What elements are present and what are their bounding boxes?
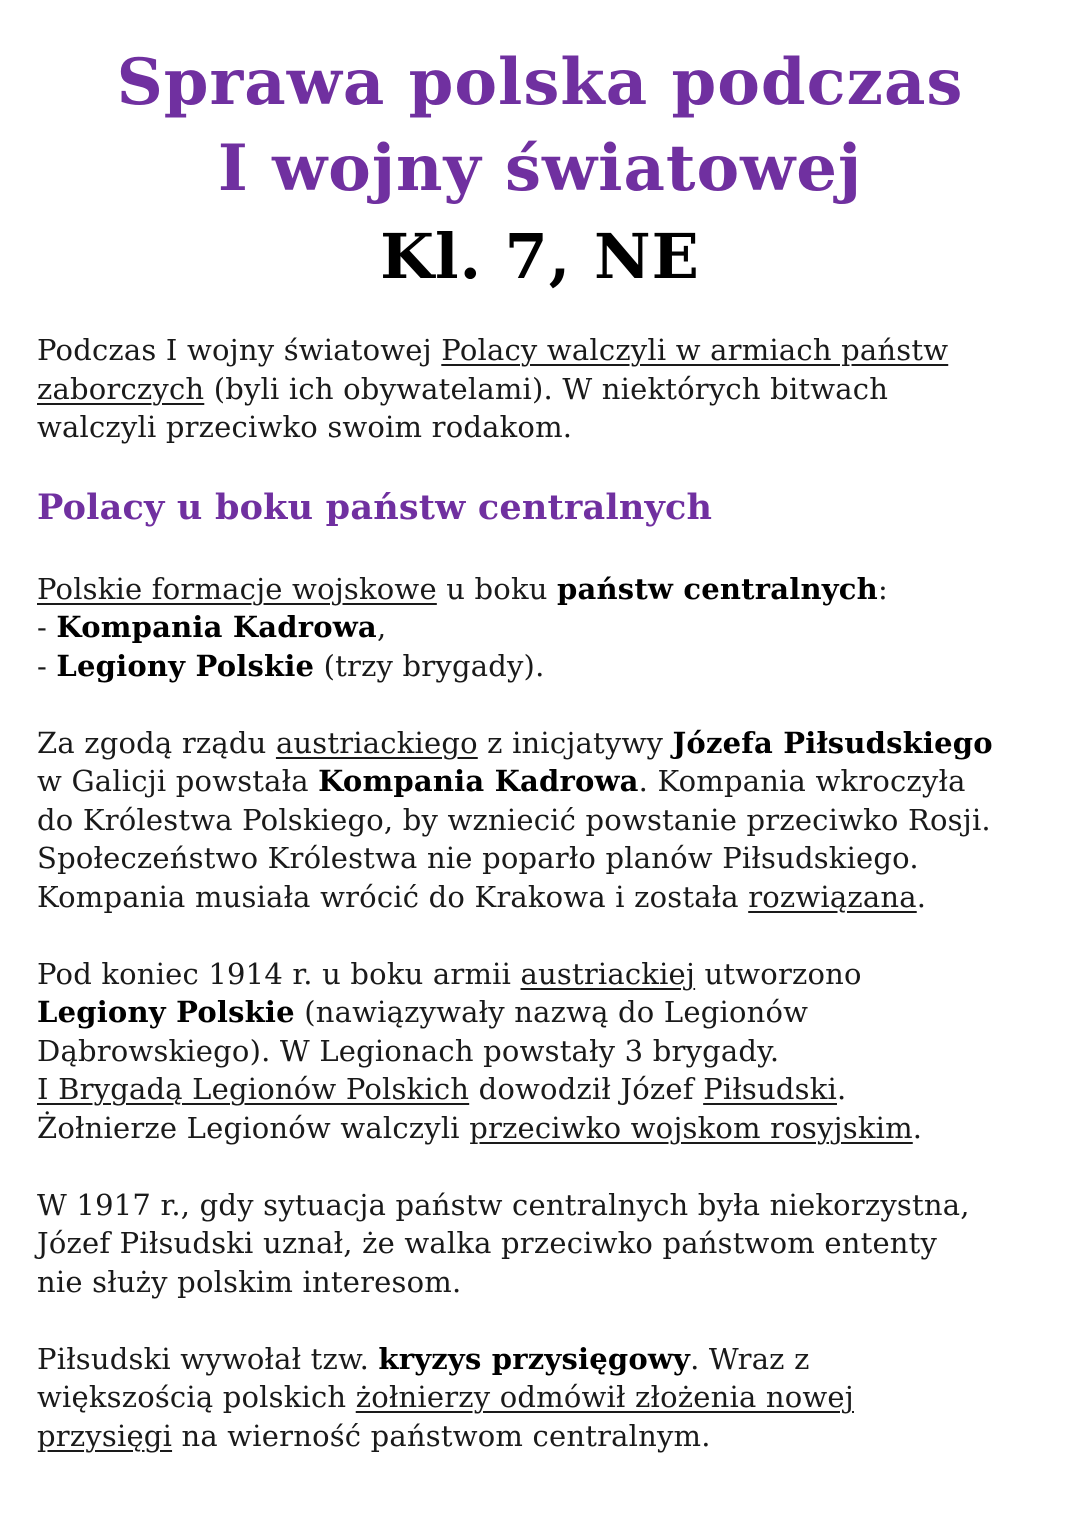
legiony-text-2: utworzono — [695, 956, 862, 991]
legiony-text-3: (nawiązywały nazwą do Legionów — [294, 995, 809, 1029]
kryzys-text-1: Piłsudski wywołał tzw. — [37, 1341, 379, 1376]
legiony-bold-1: Legiony Polskie — [37, 995, 295, 1029]
year1917-text-2: Józef Piłsudski uznał, że walka przeciwko państwom ententy — [37, 1226, 938, 1260]
legiony-paragraph — [37, 955, 1057, 1148]
title-block — [0, 40, 1080, 302]
formations-bold: państw centralnych — [557, 571, 878, 606]
formations-text-1: u boku — [436, 571, 558, 606]
kryzys-paragraph — [37, 1340, 1057, 1456]
legiony-underlined-4: przeciwko wojskom rosyjskim — [469, 1110, 913, 1145]
kryzys-text-2: . Wraz z — [690, 1341, 810, 1376]
kryzys-text-3: większością polskich — [37, 1380, 356, 1414]
list-item-2-suffix: (trzy brygady). — [314, 648, 545, 683]
year1917-text-3: nie służy polskim interesom. — [37, 1264, 462, 1299]
kadrowa-underlined-1: austriackiego — [275, 725, 478, 760]
year1917-paragraph — [37, 1186, 1057, 1302]
kryzys-underlined-2: przysięgi — [37, 1418, 173, 1453]
kryzys-text-4: na wierność państwom centralnym. — [172, 1418, 711, 1453]
list-dash-1: - — [37, 610, 57, 644]
title-line-1: Sprawa polska podczas — [116, 45, 964, 120]
legiony-underlined-2: I Brygadą Legionów Polskich — [37, 1072, 470, 1106]
kadrowa-bold-1: Józefa Piłsudskiego — [672, 725, 993, 760]
kadrowa-underlined-2: rozwiązana — [748, 879, 917, 914]
formations-underlined: Polskie formacje wojskowe — [37, 571, 437, 606]
document-body — [37, 331, 1057, 1455]
legiony-text-4: Dąbrowskiego). W Legionach powstały 3 brygady. — [37, 1033, 780, 1068]
legiony-text-5: dowodził Józef — [469, 1072, 704, 1106]
legiony-text-8: . — [912, 1110, 923, 1145]
kadrowa-text-7: Kompania musiała wrócić do Krakowa i została — [37, 879, 749, 914]
legiony-underlined-3: Piłsudski — [703, 1072, 837, 1106]
year1917-text-1: W 1917 r., gdy sytuacja państw centralnych była niekorzystna, — [37, 1187, 970, 1222]
kadrowa-paragraph — [37, 724, 1057, 917]
kadrowa-text-6: Społeczeństwo Królestwa nie poparło planów Piłsudskiego. — [37, 841, 919, 875]
legiony-text-1: Pod koniec 1914 r. u boku armii — [37, 956, 521, 991]
formations-paragraph — [37, 570, 1057, 686]
kadrowa-text-1: Za zgodą rządu — [37, 725, 276, 760]
intro-text-2: (byli ich obywatelami). W niektórych bitwach — [204, 371, 889, 406]
list-item-legiony: Legiony Polskie — [56, 648, 315, 683]
legiony-underlined-1: austriackiej — [520, 956, 696, 991]
intro-paragraph — [37, 331, 1057, 447]
kryzys-bold: kryzys przysięgowy — [378, 1341, 691, 1376]
legiony-text-7: Żołnierze Legionów walczyli — [37, 1110, 470, 1145]
kadrowa-text-3: w Galicji powstała — [37, 764, 319, 798]
formations-text-2: : — [877, 571, 888, 606]
kadrowa-text-2: z inicjatywy — [477, 725, 673, 760]
list-item-1-suffix: , — [376, 610, 387, 644]
list-dash-2: - — [37, 648, 57, 683]
intro-underlined-2: zaborczych — [37, 371, 205, 406]
intro-text-3: walczyli przeciwko swoim rodakom. — [37, 410, 573, 444]
kadrowa-text-8: . — [916, 879, 927, 914]
kryzys-underlined-1: żołnierzy odmówił złożenia nowej — [355, 1380, 854, 1414]
kadrowa-text-4: . Kompania wkroczyła — [638, 764, 966, 798]
intro-text-1: Podczas I wojny światowej — [37, 333, 442, 367]
title-line-2: I wojny światowej — [217, 131, 863, 206]
list-item-kompania: Kompania Kadrowa — [56, 610, 377, 644]
kadrowa-text-5: do Królestwa Polskiego, by wzniecić powstanie przeciwko Rosji. — [37, 802, 991, 837]
kadrowa-bold-2: Kompania Kadrowa — [318, 764, 639, 798]
legiony-text-6: . — [836, 1072, 847, 1106]
section-heading: Polacy u boku państw centralnych — [37, 487, 713, 528]
intro-underlined-1: Polacy walczyli w armiach państw — [441, 333, 949, 367]
title-class-label: Kl. 7, NE — [380, 220, 700, 293]
